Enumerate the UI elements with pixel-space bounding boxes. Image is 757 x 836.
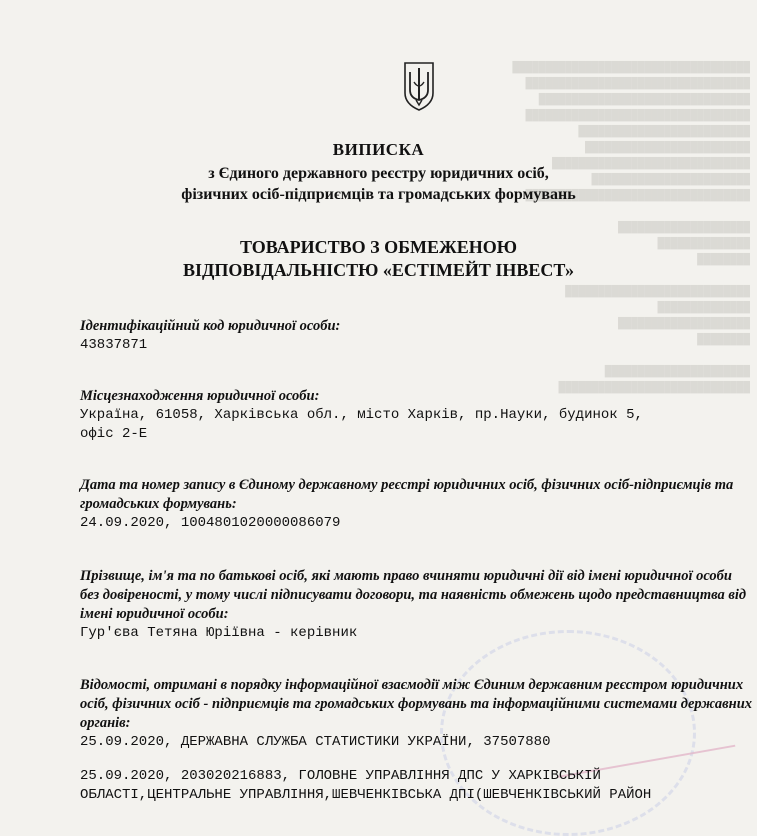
section-id-code bbox=[80, 317, 752, 355]
section-registration bbox=[80, 476, 752, 533]
representatives-label: Прізвище, ім'я та по батькові осіб, які мають право вчиняти юридичні дії від імені юридичної особи без довіреності, у тому числі підписувати договори, та наявність обмежень щодо представництва від імені юридичної особи: bbox=[80, 568, 747, 622]
section-representatives bbox=[80, 567, 752, 643]
representatives-value: Гур'єва Тетяна Юріївна - керівник bbox=[80, 625, 358, 641]
section-interaction-continued bbox=[80, 767, 752, 805]
id-code-value: 43837871 bbox=[80, 337, 148, 353]
document-subtitle-line1: з Єдиного державного реєстру юридичних осіб, bbox=[208, 165, 549, 182]
location-value: Україна, 61058, Харківська обл., місто Харків, пр.Науки, будинок 5, офіс 2-Е bbox=[80, 407, 643, 442]
document-subtitle-line2: фізичних осіб-підприємців та громадських формувань bbox=[181, 186, 576, 203]
section-location bbox=[80, 387, 752, 444]
trident-emblem-icon bbox=[402, 60, 436, 112]
document-title: ВИПИСКА bbox=[332, 140, 425, 159]
id-code-label: Ідентифікаційний код юридичної особи: bbox=[80, 318, 341, 334]
registration-value: 24.09.2020, 1004801020000086079 bbox=[80, 515, 341, 531]
company-name-line2: ВІДПОВІДАЛЬНІСТЮ «ЕСТІМЕЙТ ІНВЕСТ» bbox=[183, 260, 574, 280]
company-name-line1: ТОВАРИСТВО З ОБМЕЖЕНОЮ bbox=[239, 237, 518, 257]
interaction-value-1: 25.09.2020, ДЕРЖАВНА СЛУЖБА СТАТИСТИКИ УКРАЇНИ, 37507880 bbox=[80, 734, 551, 750]
interaction-label: Відомості, отримані в порядку інформаційної взаємодії між Єдиним державним реєстром юридичних осіб, фізичних осіб - підприємців та громадських формувань та інформаційними системами державних органів: bbox=[80, 677, 753, 731]
section-interaction bbox=[80, 676, 752, 752]
location-label: Місцезнаходження юридичної особи: bbox=[80, 388, 320, 404]
show-through-background: ████████████████████████████████████ ██████████████████████████████████ ████████████████████████████████ ██████████████████████████████████ ██████████████████████████ █████████████████████████ ██████████████████████████████ ████████████████████████ ██████████████████████████████████ ████████████████████ ██████████████ ████████ ████████████████████████████ ██████████████ ████████████████████ ████████ ██████████████████████ █████████████████████████████ bbox=[512, 62, 750, 394]
interaction-value-2: 25.09.2020, 203020216883, ГОЛОВНЕ УПРАВЛІННЯ ДПС У ХАРКІВСЬКІЙ ОБЛАСТІ,ЦЕНТРАЛЬНЕ УПРАВЛІННЯ,ШЕВЧЕНКІВСЬКА ДПІ(ШЕВЧЕНКІВСЬКИЙ РАЙОН bbox=[80, 768, 652, 803]
registration-label: Дата та номер запису в Єдиному державному реєстрі юридичних осіб, фізичних осіб-підприємців та громадських формувань: bbox=[80, 477, 734, 512]
